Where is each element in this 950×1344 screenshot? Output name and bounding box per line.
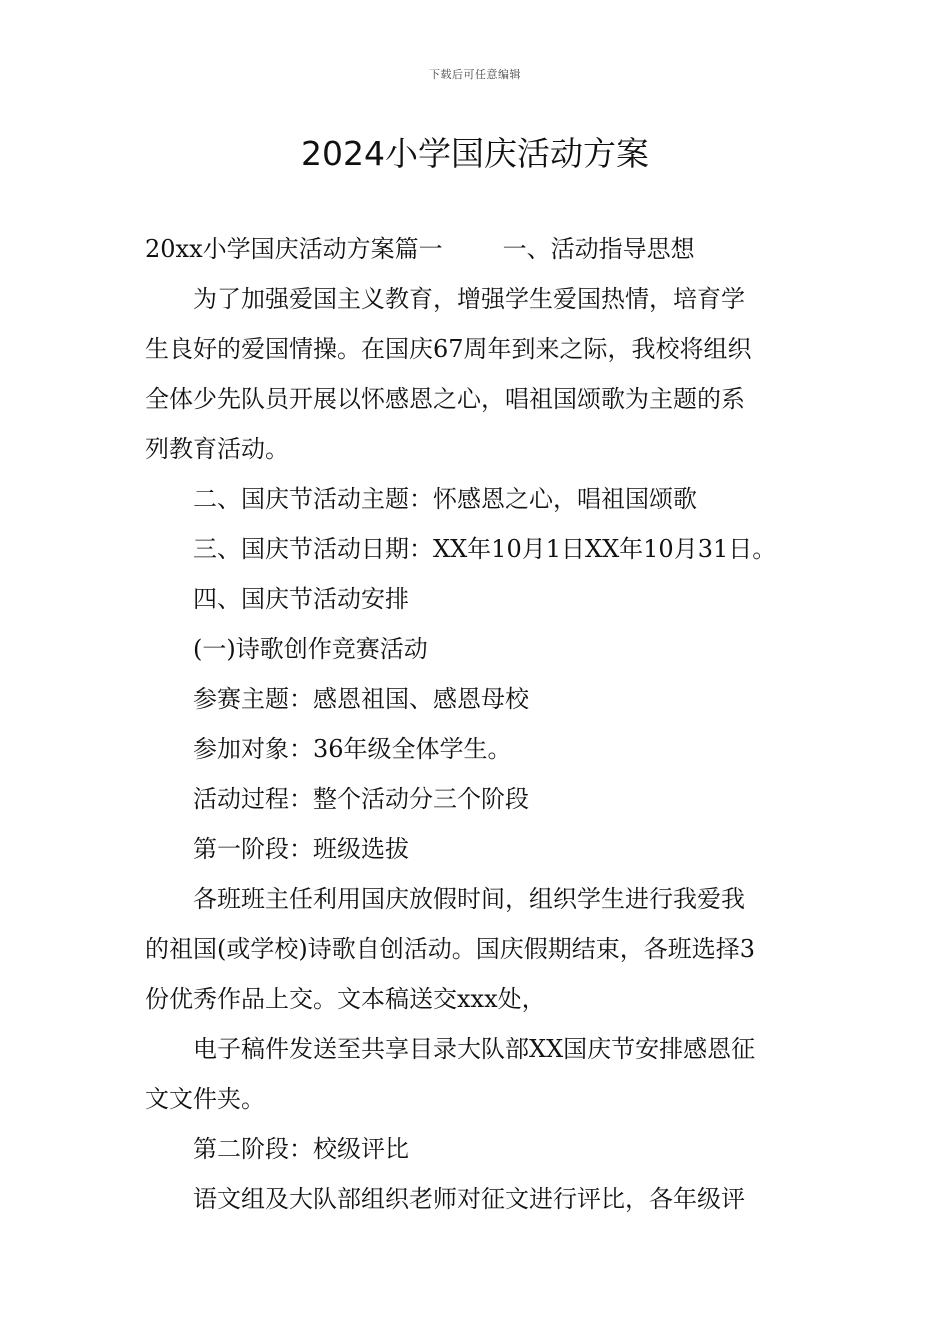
paragraph-line: 列教育活动。 [145,435,289,463]
page-header-note: 下载后可任意编辑 [429,68,521,81]
paragraph-line: 份优秀作品上交。文本稿送交xxx处， [145,985,546,1013]
paragraph-line: 第二阶段：校级评比 [145,1135,409,1163]
paragraph-line: 全体少先队员开展以怀感恩之心，唱祖国颂歌为主题的系 [145,385,745,413]
paragraph-line: 语文组及大队部组织老师对征文进行评比，各年级评 [145,1185,745,1213]
paragraph-line: 四、国庆节活动安排 [145,585,409,613]
paragraph-line: (一)诗歌创作竞赛活动 [145,635,428,663]
paragraph-line: 第一阶段：班级选拔 [145,835,409,863]
paragraph-line: 三、国庆节活动日期：XX年10月1日XX年10月31日。 [145,535,777,563]
paragraph-line [145,224,810,274]
paragraph-line: 二、国庆节活动主题：怀感恩之心，唱祖国颂歌 [145,485,697,513]
paragraph-line: 参赛主题：感恩祖国、感恩母校 [145,685,529,713]
paragraph-line: 电子稿件发送至共享目录大队部XX国庆节安排感恩征 [145,1035,756,1063]
section-heading-part-2: 一、活动指导思想 [502,235,695,263]
paragraph-line: 的祖国(或学校)诗歌自创活动。国庆假期结束，各班选择3 [145,935,755,963]
paragraph-line: 参加对象：36年级全体学生。 [145,735,512,763]
paragraph-line: 生良好的爱国情操。在国庆67周年到来之际，我校将组织 [145,335,752,363]
section-heading-part-1: 20xx小学国庆活动方案篇一 [145,235,443,263]
paragraph-line: 各班班主任利用国庆放假时间，组织学生进行我爱我 [145,885,745,913]
paragraph-line: 为了加强爱国主义教育，增强学生爱国热情，培育学 [145,285,745,313]
paragraph-line: 活动过程：整个活动分三个阶段 [145,785,529,813]
document-body [145,224,810,1224]
paragraph-line: 文文件夹。 [145,1085,265,1113]
document-title: 2024小学国庆活动方案 [301,134,649,173]
